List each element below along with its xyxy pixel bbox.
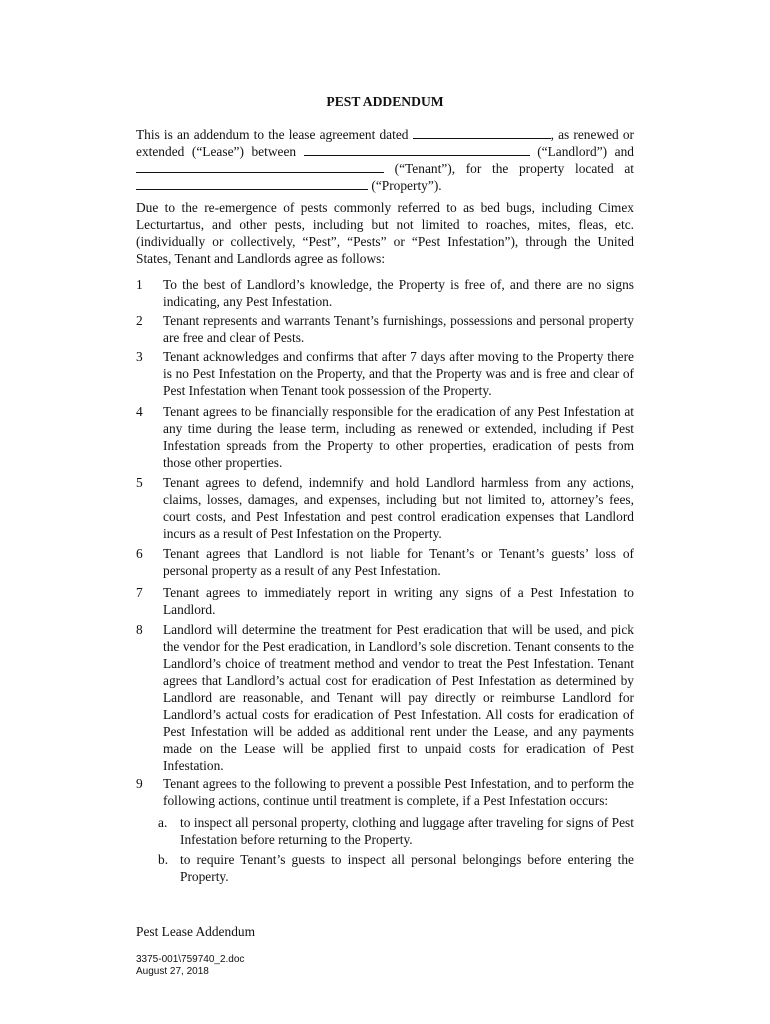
tenant-name-blank	[136, 160, 384, 173]
list-item-number: 6	[136, 546, 143, 561]
list-item-text: Landlord will determine the treatment for Pest eradication that will be used, and pick the vendor for the Pest eradication, in Landlord’s sole discretion. Tenant consents to the Landlord’s choice of treatment method and vendor to treat the Pest Infestation. Tenant agrees that Landlord’s actual cost for eradication of Pest Infestation as determined by Landlord are reasonable, and Tenant will pay directly or reimburse Landlord for Landlord’s actual costs for eradication of Pest Infestation. All costs for eradication of Pest Infestation will be added as additional rent under the Lease, and any payments made on the Lease will be applied first to unpaid costs for eradication of Pest Infestation.	[163, 622, 634, 773]
footer-title: Pest Lease Addendum	[136, 924, 256, 939]
preamble-paragraph: Due to the re-emergence of pests commonly referred to as bed bugs, including Cimex Lecturtartus, and other pests, including but not limited to roaches, mites, fleas, etc. (individually or collectively, “Pest”, “Pests” or “Pest Infestation”), through the United States, Tenant and Landlords agree as follows:	[136, 200, 634, 266]
footer-date: August 27, 2018	[136, 966, 209, 977]
intro-paragraph	[136, 126, 634, 194]
list-item-text: To the best of Landlord’s knowledge, the Property is free of, and there are no signs indicating, any Pest Infestation.	[163, 277, 634, 309]
document-title: PEST ADDENDUM	[326, 94, 444, 109]
intro-line-4	[136, 177, 634, 194]
list-item-number: 7	[136, 585, 143, 600]
intro-text-renewed: , as renewed or	[550, 127, 634, 142]
list-item-number: 9	[136, 776, 143, 791]
intro-text-between: extended (“Lease”) between	[136, 144, 297, 159]
footer-doc-id: 3375-001\759740_2.doc	[136, 954, 245, 965]
list-item-text: Tenant acknowledges and confirms that after 7 days after moving to the Property there is no Pest Infestation on the Property, and that the Property was and is free and clear of Pest Infestation when Tenant took possession of the Property.	[163, 349, 634, 398]
list-item-number: 5	[136, 475, 143, 490]
sub-list-item-letter: a.	[158, 815, 168, 830]
lease-date-blank	[413, 126, 551, 139]
list-item-number: 4	[136, 404, 143, 419]
landlord-name-blank	[304, 143, 530, 156]
list-item-text: Tenant agrees to be financially responsible for the eradication of any Pest Infestation at any time during the lease term, including as renewed or extended, including if Pest Infestation spreads from the Property to other properties, eradication of pests from those other properties.	[163, 404, 634, 470]
intro-line-3	[136, 160, 634, 177]
sub-list-item-letter: b.	[158, 852, 169, 867]
list-item-text: Tenant agrees to the following to prevent a possible Pest Infestation, and to perform the following actions, continue until treatment is complete, if a Pest Infestation occurs:	[163, 776, 634, 808]
intro-text-landlord: (“Landlord”) and	[537, 144, 634, 159]
list-item-text: Tenant represents and warrants Tenant’s furnishings, possessions and personal property are free and clear of Pests.	[163, 313, 634, 345]
intro-text-property: (“Property”).	[371, 178, 442, 193]
intro-text-tenant: (“Tenant”), for the property located at	[394, 161, 634, 176]
sub-list-item-text: to require Tenant’s guests to inspect all personal belongings before entering the Property.	[180, 852, 634, 884]
sub-list-item-text: to inspect all personal property, clothing and luggage after traveling for signs of Pest Infestation before returning to the Property.	[180, 815, 634, 847]
list-item-number: 8	[136, 622, 143, 637]
list-item-text: Tenant agrees to immediately report in writing any signs of a Pest Infestation to Landlord.	[163, 585, 634, 617]
list-item-text: Tenant agrees to defend, indemnify and hold Landlord harmless from any actions, claims, losses, damages, and expenses, including but not limited to, attorney’s fees, court costs, and Pest Infestation and pest control eradication expenses that Landlord incurs as a result of Pest Infestation on the Property.	[163, 475, 634, 541]
intro-text-date-label: This is an addendum to the lease agreement dated	[136, 127, 409, 142]
intro-line-1	[136, 126, 634, 143]
list-item-number: 2	[136, 313, 143, 328]
intro-line-2	[136, 143, 634, 160]
property-address-blank	[136, 177, 368, 190]
list-item-text: Tenant agrees that Landlord is not liable for Tenant’s or Tenant’s guests’ loss of personal property as a result of any Pest Infestation.	[163, 546, 634, 578]
list-item-number: 1	[136, 277, 143, 292]
list-item-number: 3	[136, 349, 143, 364]
footer-document-info	[136, 954, 244, 978]
